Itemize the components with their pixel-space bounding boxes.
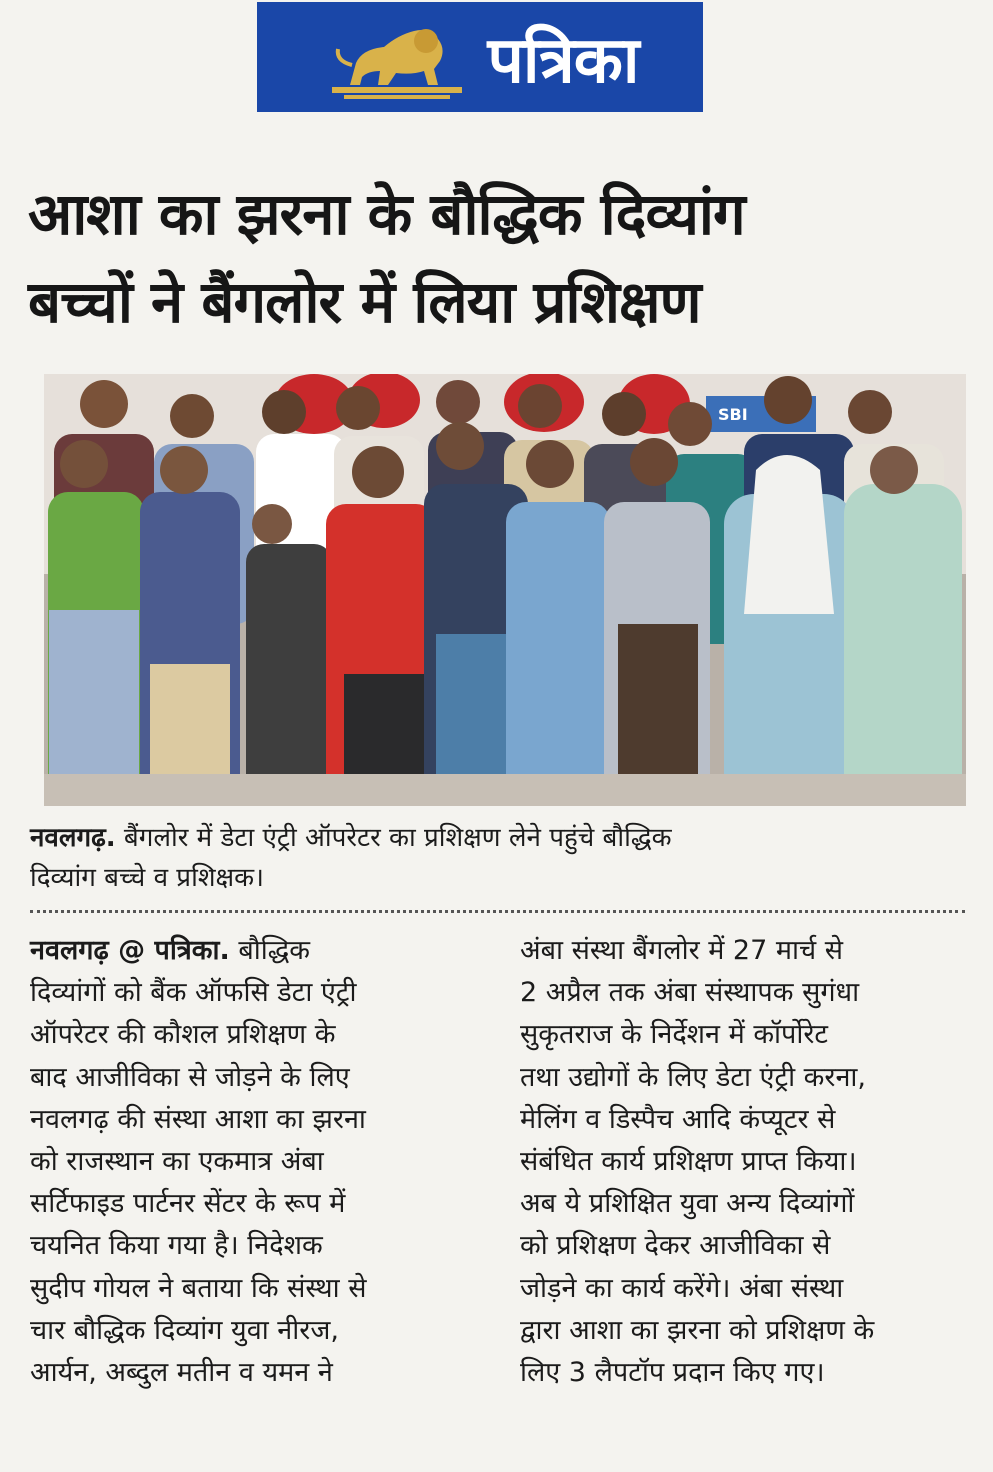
- bank-sign-text: SBI: [718, 405, 748, 424]
- article-line: सुकृतराज के निर्देशन में कॉर्पोरेट: [520, 1019, 829, 1051]
- article-line: नवलगढ़ @ पत्रिका. बौद्धिक: [30, 935, 311, 966]
- headline: [28, 170, 968, 346]
- article-line: नवलगढ़ की संस्था आशा का झरना: [30, 1103, 366, 1135]
- article-column-right: [520, 930, 970, 1394]
- article-line: बाद आजीविका से जोड़ने के लिए: [30, 1061, 350, 1093]
- article-line: जोड़ने का कार्य करेंगे। अंबा संस्था: [520, 1272, 844, 1304]
- article-line: तथा उद्योगों के लिए डेटा एंट्री करना,: [520, 1061, 867, 1093]
- article-line: चार बौद्धिक दिव्यांग युवा नीरज,: [30, 1314, 339, 1346]
- article-line: 2 अप्रैल तक अंबा संस्थापक सुगंधा: [520, 977, 860, 1009]
- article-line: को राजस्थान का एकमात्र अंबा: [30, 1146, 324, 1178]
- article-line: चयनित किया गया है। निदेशक: [30, 1230, 323, 1262]
- caption-line-1: [30, 818, 965, 858]
- article-line: अंबा संस्था बैंगलोर में 27 मार्च से: [520, 935, 843, 966]
- article-line: अब ये प्रशिक्षित युवा अन्य दिव्यांगों: [520, 1188, 855, 1220]
- group-photo-illustration: [44, 374, 966, 806]
- masthead: [257, 2, 703, 112]
- caption-line-2: दिव्यांग बच्चे व प्रशिक्षक।: [30, 863, 264, 893]
- photo-caption: [30, 818, 965, 898]
- lion-icon: [322, 13, 472, 101]
- article-column-left: [30, 930, 480, 1394]
- article-line: को प्रशिक्षण देकर आजीविका से: [520, 1230, 831, 1262]
- brand-name: पत्रिका: [487, 23, 639, 98]
- article-line: संबंधित कार्य प्रशिक्षण प्राप्त किया।: [520, 1146, 857, 1178]
- article-line: ऑपरेटर की कौशल प्रशिक्षण के: [30, 1019, 336, 1051]
- caption-text-1: बैंगलोर में डेटा एंट्री ऑपरेटर का प्रशिक्षण लेने पहुंचे बौद्धिक: [115, 823, 672, 853]
- article-line: दिव्यांगों को बैंक ऑफसि डेटा एंट्री: [30, 977, 357, 1009]
- article-line: लिए 3 लैपटॉप प्रदान किए गए।: [520, 1357, 825, 1389]
- article-line: सुदीप गोयल ने बताया कि संस्था से: [30, 1272, 367, 1304]
- headline-line-2: बच्चों ने बैंगलोर में लिया प्रशिक्षण: [28, 268, 701, 336]
- article-line: मेलिंग व डिस्पैच आदि कंप्यूटर से: [520, 1103, 836, 1135]
- article-line: आर्यन, अब्दुल मतीन व यमन ने: [30, 1357, 333, 1389]
- headline-line-1: आशा का झरना के बौद्धिक दिव्यांग: [28, 180, 745, 248]
- caption-dateline: नवलगढ़.: [30, 823, 116, 853]
- dotted-divider: [30, 910, 965, 913]
- article-line: सर्टिफाइड पार्टनर सेंटर के रूप में: [30, 1188, 346, 1220]
- article-line: द्वारा आशा का झरना को प्रशिक्षण के: [520, 1314, 875, 1346]
- group-photo: [44, 374, 966, 806]
- article-dateline: नवलगढ़ @ पत्रिका.: [30, 935, 230, 966]
